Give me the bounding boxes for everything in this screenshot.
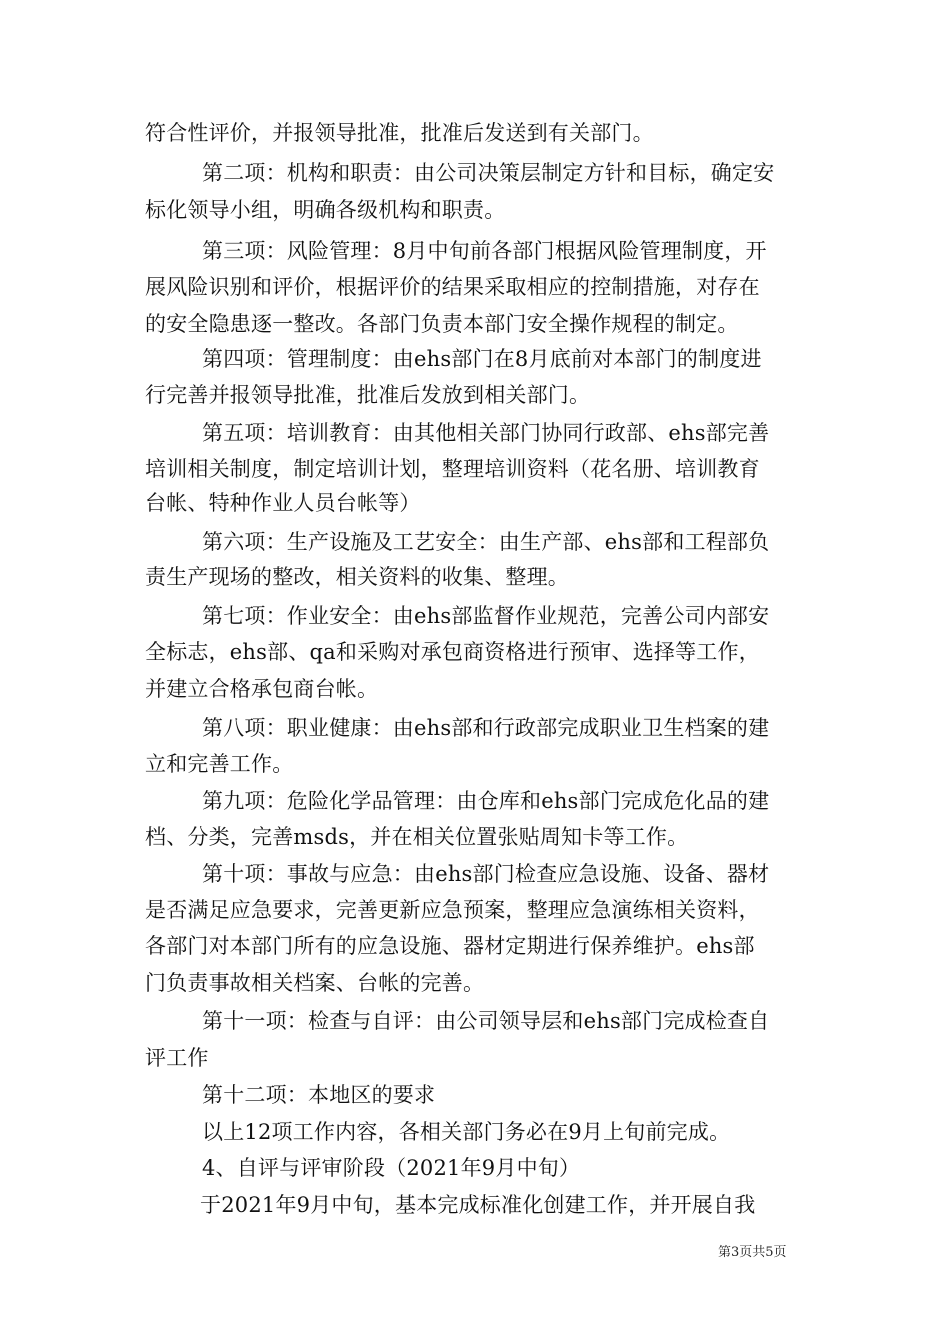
text-line: 档、分类，完善msds，并在相关位置张贴周知卡等工作。 [145, 825, 689, 849]
text-line: 第十一项：检查与自评：由公司领导层和ehs部门完成检查自 [202, 1009, 770, 1033]
page-number: 第3页共5页 [718, 1245, 787, 1260]
text-line: 评工作 [145, 1046, 209, 1070]
text-line: 符合性评价，并报领导批准，批准后发送到有关部门。 [145, 121, 654, 145]
text-line: 第九项：危险化学品管理：由仓库和ehs部门完成危化品的建 [202, 789, 770, 813]
text-line: 台帐、特种作业人员台帐等） [145, 491, 421, 515]
text-line: 各部门对本部门所有的应急设施、器材定期进行保养维护。ehs部 [145, 934, 755, 958]
text-line: 全标志，ehs部、qa和采购对承包商资格进行预审、选择等工作， [145, 640, 760, 664]
text-line: 以上12项工作内容，各相关部门务必在9月上旬前完成。 [202, 1120, 731, 1144]
text-line: 于2021年9月中旬，基本完成标准化创建工作，并开展自我 [200, 1193, 756, 1217]
text-line: 门负责事故相关档案、台帐的完善。 [145, 971, 485, 995]
text-line: 展风险识别和评价，根据评价的结果采取相应的控制措施，对存在 [145, 275, 760, 299]
text-line: 第三项：风险管理：8月中旬前各部门根据风险管理制度，开 [202, 239, 767, 263]
text-line: 第八项：职业健康：由ehs部和行政部完成职业卫生档案的建 [202, 716, 770, 740]
text-line: 第六项：生产设施及工艺安全：由生产部、ehs部和工程部负 [202, 530, 770, 554]
section-heading: 4、自评与评审阶段（2021年9月中旬） [202, 1156, 581, 1180]
text-line: 第十二项：本地区的要求 [202, 1083, 436, 1107]
text-line: 第二项：机构和职责：由公司决策层制定方针和目标，确定安 [202, 161, 775, 185]
text-line: 第五项：培训教育：由其他相关部门协同行政部、ehs部完善 [202, 421, 770, 445]
text-line: 第十项：事故与应急：由ehs部门检查应急设施、设备、器材 [202, 862, 770, 886]
text-line: 行完善并报领导批准，批准后发放到相关部门。 [145, 383, 591, 407]
text-line: 第四项：管理制度：由ehs部门在8月底前对本部门的制度进 [202, 347, 762, 371]
text-line: 第七项：作业安全：由ehs部监督作业规范，完善公司内部安 [202, 604, 770, 628]
text-line: 培训相关制度，制定培训计划，整理培训资料（花名册、培训教育 [145, 457, 760, 481]
text-line: 的安全隐患逐一整改。各部门负责本部门安全操作规程的制定。 [145, 312, 739, 336]
text-line: 并建立合格承包商台帐。 [145, 677, 379, 701]
text-line: 立和完善工作。 [145, 752, 294, 776]
text-line: 是否满足应急要求，完善更新应急预案，整理应急演练相关资料， [145, 898, 760, 922]
text-line: 标化领导小组，明确各级机构和职责。 [145, 198, 506, 222]
text-line: 责生产现场的整改，相关资料的收集、整理。 [145, 565, 569, 589]
